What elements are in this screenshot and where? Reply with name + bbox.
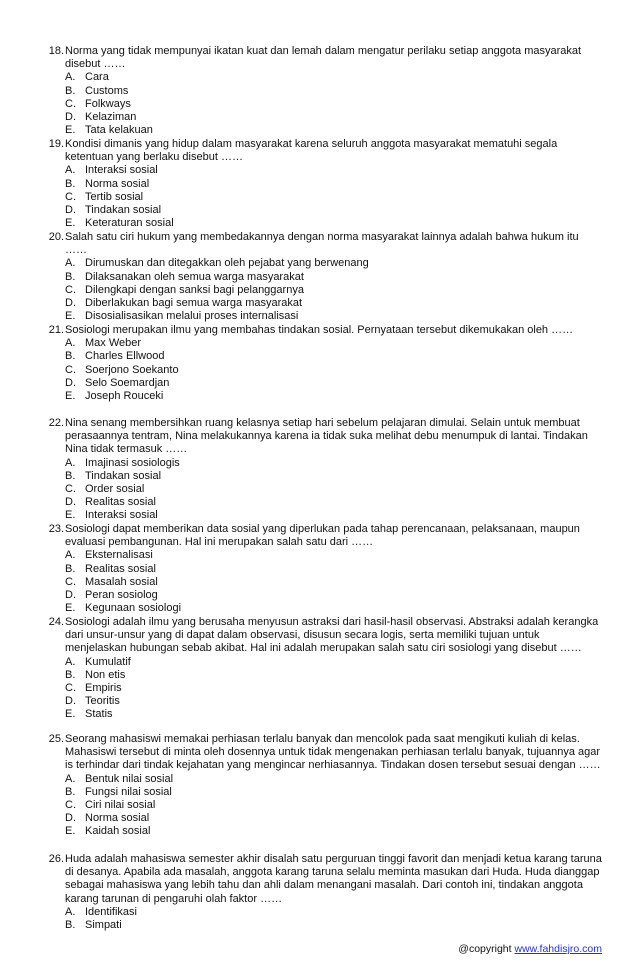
option-text: Bentuk nilai sosial (85, 772, 174, 785)
option-letter: D. (65, 812, 76, 825)
option-letter: C. (65, 483, 76, 496)
question-text: Norma yang tidak mempunyai ikatan kuat dan lemah dalam mengatur perilaku setiap anggota masyarakat disebut …… (65, 45, 582, 71)
option-text: Tindakan sosial (85, 204, 162, 217)
answer-option (65, 337, 602, 350)
option-letter: B. (65, 469, 76, 482)
option-text: Selo Soemardjan (85, 376, 170, 389)
answer-option (65, 310, 602, 323)
question-item (42, 324, 602, 403)
answer-option (65, 390, 602, 403)
answer-option (65, 98, 602, 111)
option-text: Cara (85, 71, 109, 84)
option-text: Norma sosial (85, 812, 150, 825)
option-text: Eksternalisasi (85, 549, 153, 562)
answer-option (65, 786, 602, 799)
question-item (42, 45, 602, 137)
answer-option (65, 576, 602, 589)
option-letter: A. (65, 164, 76, 177)
option-letter: A. (65, 456, 76, 469)
question-number: 26. (48, 853, 64, 865)
option-text: Tindakan sosial (85, 469, 162, 482)
answer-option (65, 257, 602, 270)
answer-option (65, 799, 602, 812)
footer (458, 943, 602, 955)
answer-option (65, 549, 602, 562)
option-text: Order sosial (85, 483, 145, 496)
answer-option (65, 217, 602, 230)
option-letter: B. (65, 177, 76, 190)
answer-option (65, 470, 602, 483)
option-letter: A. (65, 257, 76, 270)
option-letter: E. (65, 124, 76, 137)
option-text: Realitas sosial (85, 562, 156, 575)
option-letter: D. (65, 204, 76, 217)
answer-option (65, 271, 602, 284)
answer-option (65, 178, 602, 191)
option-text: Kelaziman (85, 111, 137, 124)
option-text: Empiris (85, 682, 122, 695)
option-text: Norma sosial (85, 177, 150, 190)
option-text: Joseph Rouceki (85, 390, 164, 403)
website-link[interactable]: www.fahdisjro.com (514, 943, 602, 955)
option-text: Ciri nilai sosial (85, 799, 156, 812)
option-text: Non etis (85, 668, 126, 681)
option-letter: C. (65, 799, 76, 812)
question-text: Salah satu ciri hukum yang membedakannya dengan norma masyarakat lainnya adalah bahwa hukum itu …… (65, 231, 579, 257)
option-letter: C. (65, 190, 76, 203)
answer-option (65, 457, 602, 470)
answer-option (65, 85, 602, 98)
answer-option (65, 825, 602, 838)
option-letter: B. (65, 84, 76, 97)
option-letter: E. (65, 217, 76, 230)
question-text: Sosiologi merupakan ilmu yang membahas tindakan sosial. Pernyataan tersebut dikemukakan oleh …… (65, 324, 574, 336)
option-letter: D. (65, 111, 76, 124)
option-text: Peran sosiolog (85, 589, 158, 602)
option-letter: E. (65, 509, 76, 522)
option-text: Kegunaan sosiologi (85, 602, 182, 615)
option-text: Realitas sosial (85, 496, 156, 509)
option-letter: A. (65, 655, 76, 668)
option-letter: E. (65, 602, 76, 615)
answer-option (65, 204, 602, 217)
option-text: Customs (85, 84, 129, 97)
answer-option (65, 284, 602, 297)
answer-option (65, 669, 602, 682)
option-letter: A. (65, 71, 76, 84)
option-letter: D. (65, 496, 76, 509)
option-letter: B. (65, 785, 76, 798)
option-text: Masalah sosial (85, 575, 158, 588)
answer-option (65, 589, 602, 602)
option-letter: D. (65, 297, 76, 310)
option-letter: E. (65, 825, 76, 838)
question-item (42, 733, 602, 839)
question-number: 23. (48, 523, 64, 535)
answer-option (65, 377, 602, 390)
answer-option (65, 164, 602, 177)
option-text: Identifikasi (85, 905, 137, 918)
option-text: Disosialisasikan melalui proses internalisasi (85, 310, 299, 323)
question-item (42, 853, 602, 932)
question-number: 18. (48, 45, 64, 57)
answer-option (65, 297, 602, 310)
question-text: Huda adalah mahasiswa semester akhir disalah satu perguruan tinggi favorit dan menjadi ketua karang taruna di desanya. Apabila ada masalah, anggota karang taruna selalu meminta masukan dari Huda. Huda dianggap sebagai mahasiswa yang lebih tahu dan ahli dalam menangani masalah. Dari contoh ini, tindakan anggota karang tarunan di pengaruhi olah faktor …… (65, 853, 602, 905)
question-text: Kondisi dimanis yang hidup dalam masyarakat karena seluruh anggota masyarakat mematuhi segala ketentuan yang berlaku disebut …… (65, 138, 558, 164)
option-text: Kumulatif (85, 655, 131, 668)
answer-option (65, 695, 602, 708)
answer-option (65, 656, 602, 669)
option-text: Teoritis (85, 695, 120, 708)
option-text: Interaksi sosial (85, 164, 158, 177)
option-letter: A. (65, 549, 76, 562)
option-letter: B. (65, 668, 76, 681)
answer-option (65, 602, 602, 615)
question-text: Sosiologi dapat memberikan data sosial yang diperlukan pada tahap perencanaan, pelaksanaan, maupun evaluasi pembangunan. Hal ini merupakan salah satu dari …… (65, 523, 580, 549)
answer-option (65, 496, 602, 509)
question-number: 21. (48, 324, 64, 336)
question-number: 19. (48, 138, 64, 150)
question-text: Sosiologi adalah ilmu yang berusaha menyusun astraksi dari hasil-hasil observasi. Abstraksi adalah kerangka dari unsur-unsur yang di dapat dalam observasi, disusun secara logis, serta memiliki tujuan untuk menjelaskan hubungan sebab akibat. Hal ini adalah merupakan salah satu ciri sosiologi yang disebut …… (65, 616, 599, 655)
option-text: Simpati (85, 919, 122, 932)
option-letter: D. (65, 589, 76, 602)
question-text: Nina senang membersihkan ruang kelasnya setiap hari sebelum pelajaran dimulai. Selain untuk membuat perasaannya tentram, Nina melakukannya karena ia tidak suka melihat debu menumpuk di lantai. Tindakan Nina tidak termasuk …… (65, 417, 588, 456)
option-text: Imajinasi sosiologis (85, 456, 180, 469)
answer-option (65, 906, 602, 919)
option-letter: C. (65, 283, 76, 296)
answer-option (65, 364, 602, 377)
answer-option (65, 111, 602, 124)
answer-option (65, 919, 602, 932)
option-text: Dilaksanakan oleh semua warga masyarakat (85, 270, 304, 283)
option-letter: A. (65, 337, 76, 350)
option-letter: E. (65, 708, 76, 721)
question-item (42, 417, 602, 523)
option-text: Charles Ellwood (85, 350, 165, 363)
option-letter: A. (65, 905, 76, 918)
option-letter: E. (65, 390, 76, 403)
option-letter: D. (65, 695, 76, 708)
option-letter: B. (65, 562, 76, 575)
answer-option (65, 708, 602, 721)
answer-option (65, 812, 602, 825)
option-text: Dilengkapi dengan sanksi bagi pelanggarnya (85, 283, 304, 296)
option-letter: C. (65, 97, 76, 110)
option-text: Fungsi nilai sosial (85, 785, 172, 798)
answer-option (65, 563, 602, 576)
option-letter: B. (65, 270, 76, 283)
answer-option (65, 773, 602, 786)
option-letter: D. (65, 376, 76, 389)
answer-option (65, 483, 602, 496)
question-text: Seorang mahasiswi memakai perhiasan terlalu banyak dan mencolok pada saat mengikuti kuliah di kelas. Mahasiswi tersebut di minta oleh dosennya untuk tidak mengenakan perhiasan terlalu banyak, tujuannya agar is terhindar dari tindak kejahatan yang mengincar nerhiasannya. Tindakan dosen tersebut sesuai dengan …… (65, 733, 601, 772)
option-text: Max Weber (85, 337, 142, 350)
option-text: Dirumuskan dan ditegakkan oleh pejabat yang berwenang (85, 257, 369, 270)
answer-option (65, 191, 602, 204)
answer-option (65, 124, 602, 137)
option-letter: B. (65, 350, 76, 363)
option-letter: C. (65, 682, 76, 695)
question-item (42, 523, 602, 615)
option-letter: C. (65, 363, 76, 376)
question-item (42, 231, 602, 323)
question-number: 24. (48, 616, 64, 628)
option-text: Diberlakukan bagi semua warga masyarakat (85, 297, 303, 310)
option-text: Keteraturan sosial (85, 217, 174, 230)
option-text: Statis (85, 708, 113, 721)
option-text: Interaksi sosial (85, 509, 158, 522)
option-letter: B. (65, 919, 76, 932)
option-text: Soerjono Soekanto (85, 363, 179, 376)
option-text: Tertib sosial (85, 190, 144, 203)
option-text: Folkways (85, 97, 131, 110)
question-number: 25. (48, 733, 64, 745)
option-letter: A. (65, 772, 76, 785)
copyright-text: @copyright (458, 943, 515, 955)
question-item (42, 138, 602, 230)
answer-option (65, 682, 602, 695)
answer-option (65, 350, 602, 363)
option-text: Tata kelakuan (85, 124, 153, 137)
answer-option (65, 509, 602, 522)
option-letter: C. (65, 575, 76, 588)
option-text: Kaidah sosial (85, 825, 151, 838)
answer-option (65, 71, 602, 84)
option-letter: E. (65, 310, 76, 323)
question-number: 20. (48, 231, 64, 243)
question-item (42, 616, 602, 722)
question-number: 22. (48, 417, 64, 429)
